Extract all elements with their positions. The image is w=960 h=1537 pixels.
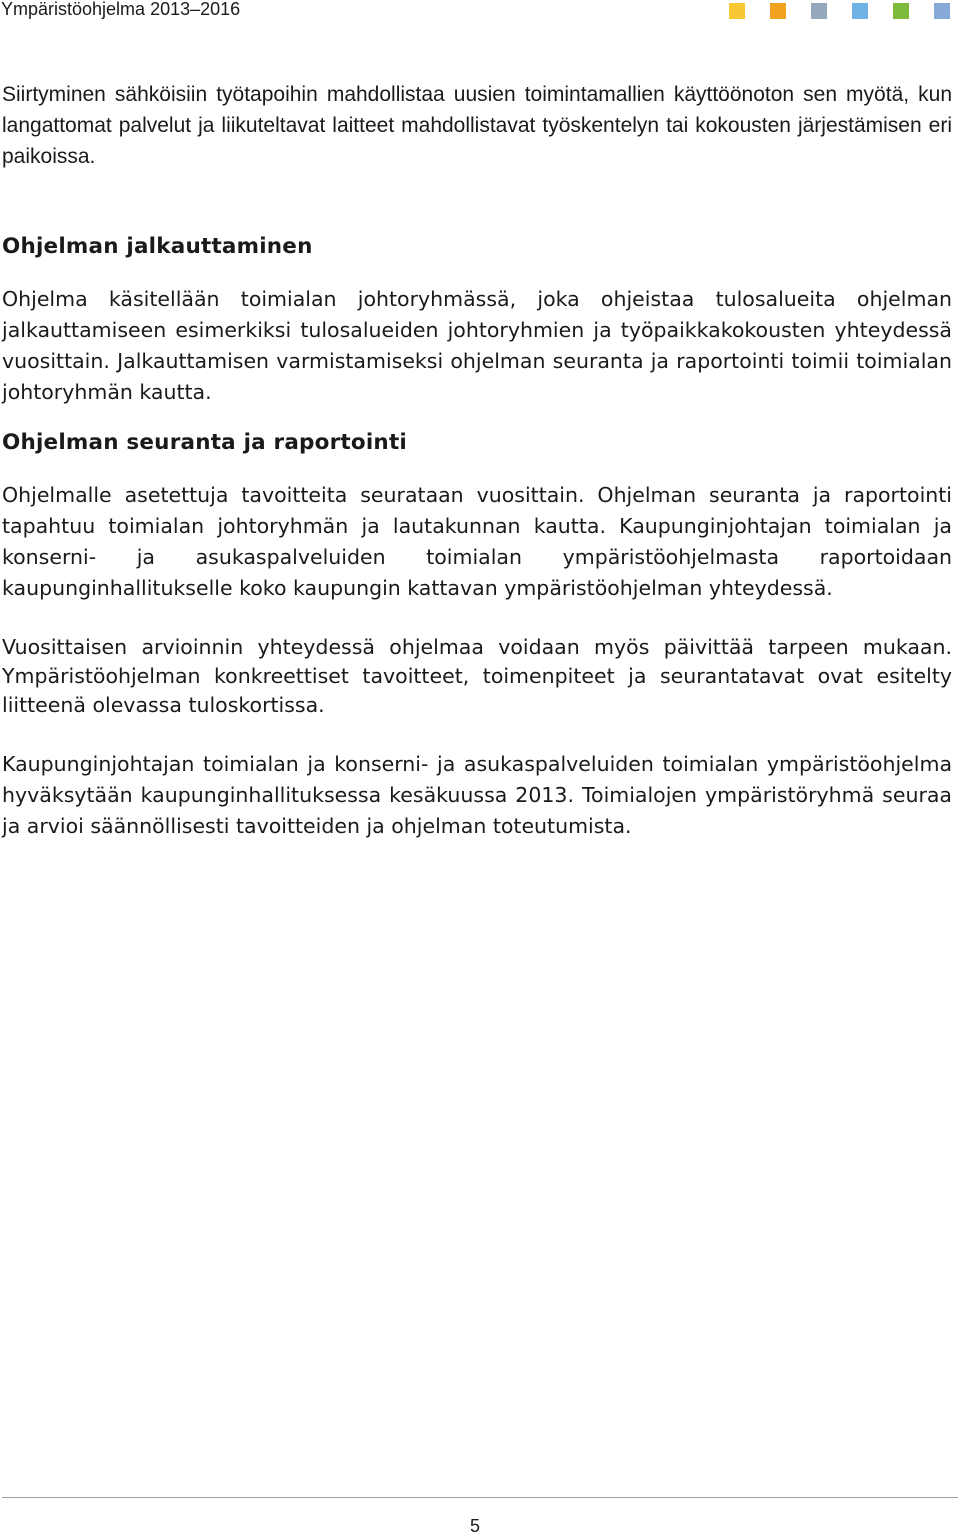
- orange-square: [770, 3, 786, 19]
- monitoring-paragraph-1: Ohjelmalle asetettuja tavoitteita seurataan vuosittain. Ohjelman seuranta ja raportointi tapahtuu toimialan johtoryhmän ja lautakunnan kautta. Kaupunginjohtajan toimialan ja konserni- ja asukaspalveluiden toimialan ympäristöohjelmasta raportoidaan kaupunginhallitukselle koko kaupungin kattavan ympäristöohjelman yhteydessä.: [2, 483, 952, 600]
- grey-blue-square: [811, 3, 827, 19]
- green-square: [893, 3, 909, 19]
- footer-divider: [2, 1497, 958, 1498]
- monitoring-paragraph-3: Kaupunginjohtajan toimialan ja konserni- ja asukaspalveluiden toimialan ympäristöohjelma hyväksytään kaupunginhallituksessa kesäkuussa 2013. Toimialojen ympäristöryhmä seuraa ja arvioi säännöllisesti tavoitteiden ja ohjelman toteutumista.: [2, 752, 952, 838]
- page-number: 5: [470, 1516, 481, 1536]
- page-content: [2, 79, 952, 842]
- implementation-paragraph: Ohjelma käsitellään toimialan johtoryhmässä, joka ohjeistaa tulosalueita ohjelman jalkauttamiseen esimerkiksi tulosalueiden johtoryhmien ja työpaikkakokousten yhteydessä vuosittain. Jalkauttamisen varmistamiseksi ohjelman seuranta ja raportointi toimii toimialan johtoryhmän kautta.: [2, 287, 952, 404]
- section-heading-monitoring: Ohjelman seuranta ja raportointi: [2, 430, 407, 455]
- intro-paragraph: Siirtyminen sähköisiin työtapoihin mahdollistaa uusien toimintamallien käyttöönoton sen myötä, kun langattomat palvelut ja liikuteltavat laitteet mahdollistavat työskentelyn tai kokousten järjestämisen eri paikoissa.: [2, 83, 952, 168]
- section-heading-implementation: Ohjelman jalkauttaminen: [2, 234, 313, 259]
- document-title: Ympäristöohjelma 2013–2016: [1, 0, 241, 19]
- steel-blue-square: [934, 3, 950, 19]
- light-blue-square: [852, 3, 868, 19]
- page-header: [0, 0, 960, 24]
- yellow-square: [729, 3, 745, 19]
- monitoring-paragraph-2: Vuosittaisen arvioinnin yhteydessä ohjelmaa voidaan myös päivittää tarpeen mukaan. Ympäristöohjelman konkreettiset tavoitteet, toimenpiteet ja seurantatavat ovat esitelty liitteenä olevassa tuloskortissa.: [2, 635, 952, 717]
